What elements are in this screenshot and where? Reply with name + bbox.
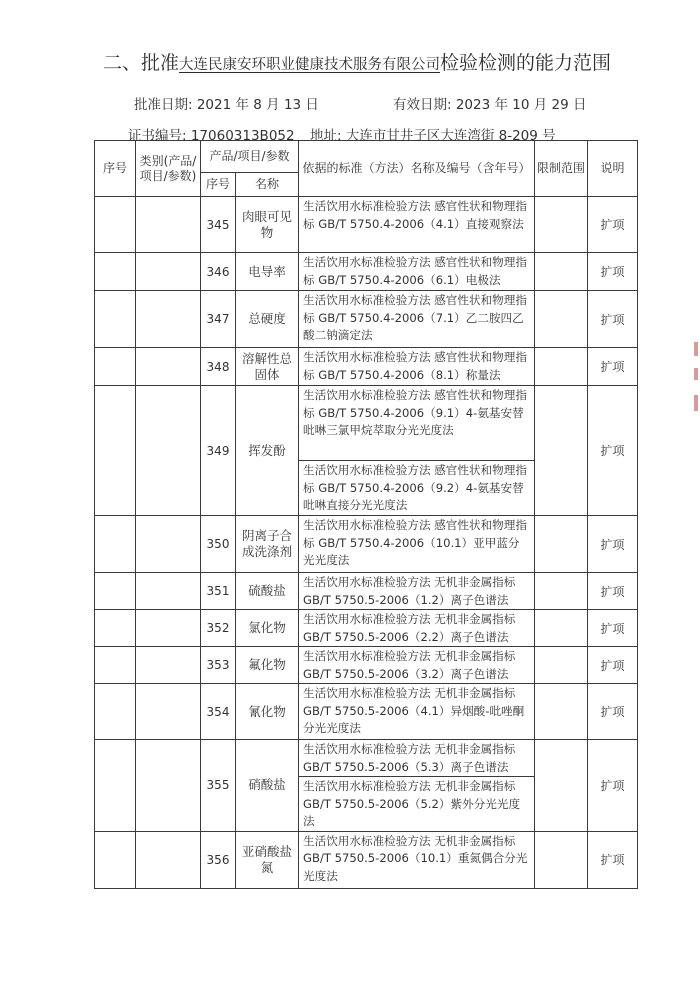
seq-cell [95, 647, 136, 684]
header-product-group: 产品/项目/参数 [201, 141, 299, 173]
item-note: 扩项 [588, 253, 638, 291]
item-name: 硝酸盐 [236, 740, 299, 832]
header-note: 说明 [588, 141, 638, 197]
standard-method: 生活饮用水标准检验方法 无机非金属指标 GB/T 5750.5-2006（4.1）异烟酸-吡唑酮分光光度法 [299, 684, 535, 740]
standard-method: 生活饮用水标准检验方法 感官性状和物理指标 GB/T 5750.4-2006（6.1）电极法 [299, 253, 535, 291]
table-row [95, 516, 638, 573]
item-note: 扩项 [588, 348, 638, 386]
limit-cell [535, 610, 588, 647]
item-note: 扩项 [588, 610, 638, 647]
seq-cell [95, 516, 136, 573]
valid-date: 有效日期: 2023 年 10 月 29 日 [393, 97, 587, 113]
standard-method: 生活饮用水标准检验方法 感官性状和物理指标 GB/T 5750.4-2006（4.1）直接观察法 [299, 197, 535, 253]
seq-cell [95, 831, 136, 888]
title-suffix: 检验检测的能力范围 [440, 52, 612, 74]
limit-cell [535, 740, 588, 832]
item-name: 挥发酚 [236, 386, 299, 516]
standard-method: 生活饮用水标准检验方法 感官性状和物理指标 GB/T 5750.4-2006（7.1）乙二胺四乙酸二钠滴定法 [299, 291, 535, 348]
standard-method: 生活饮用水标准检验方法 感官性状和物理指标 GB/T 5750.4-2006（9.1）4-氨基安替吡啉三氯甲烷萃取分光光度法 [299, 386, 535, 461]
table-row [95, 647, 638, 684]
standard-method: 生活饮用水标准检验方法 感官性状和物理指标 GB/T 5750.4-2006（9.2）4-氨基安替吡啉直接分光光度法 [299, 461, 535, 516]
item-number: 347 [201, 291, 236, 348]
edge-mark [694, 395, 698, 411]
title-prefix: 二、批准 [103, 52, 180, 74]
table-row [95, 684, 638, 740]
limit-cell [535, 647, 588, 684]
category-cell [136, 831, 201, 888]
standard-method: 生活饮用水标准检验方法 无机非金属指标 GB/T 5750.5-2006（5.3）离子色谱法 [299, 740, 535, 777]
seq-cell [95, 253, 136, 291]
item-number: 355 [201, 740, 236, 832]
edge-mark [694, 342, 698, 356]
edge-mark [694, 368, 698, 380]
table-row [95, 348, 638, 386]
item-number: 348 [201, 348, 236, 386]
item-name: 亚硝酸盐氮 [236, 831, 299, 888]
table-row [95, 253, 638, 291]
item-note: 扩项 [588, 573, 638, 610]
table-row [95, 291, 638, 348]
item-number: 351 [201, 573, 236, 610]
seq-cell [95, 573, 136, 610]
header-sub-name: 名称 [236, 173, 299, 197]
item-name: 肉眼可见物 [236, 197, 299, 253]
limit-cell [535, 386, 588, 516]
table-row [95, 197, 638, 253]
limit-cell [535, 291, 588, 348]
standard-method: 生活饮用水标准检验方法 无机非金属指标 GB/T 5750.5-2006（1.2）离子色谱法 [299, 573, 535, 610]
item-note: 扩项 [588, 684, 638, 740]
item-number: 350 [201, 516, 236, 573]
category-cell [136, 348, 201, 386]
item-note: 扩项 [588, 291, 638, 348]
standard-method: 生活饮用水标准检验方法 感官性状和物理指标 GB/T 5750.4-2006（10.1）亚甲蓝分光光度法 [299, 516, 535, 573]
header-standard: 依据的标准（方法）名称及编号（含年号） [299, 141, 535, 197]
category-cell [136, 740, 201, 832]
document-title [103, 48, 611, 75]
header-limit: 限制范围 [535, 141, 588, 197]
title-company: 大连民康安环职业健康技术服务有限公司 [179, 57, 441, 73]
category-cell [136, 647, 201, 684]
item-name: 氯化物 [236, 610, 299, 647]
item-name: 阴离子合成洗涤剂 [236, 516, 299, 573]
seq-cell [95, 291, 136, 348]
item-number: 345 [201, 197, 236, 253]
category-cell [136, 253, 201, 291]
item-note: 扩项 [588, 197, 638, 253]
item-note: 扩项 [588, 740, 638, 832]
item-number: 346 [201, 253, 236, 291]
item-name: 硫酸盐 [236, 573, 299, 610]
approval-date: 批准日期: 2021 年 8 月 13 日 [134, 97, 319, 113]
table-row [95, 740, 638, 777]
table-row [95, 573, 638, 610]
limit-cell [535, 253, 588, 291]
category-cell [136, 684, 201, 740]
item-number: 356 [201, 831, 236, 888]
table-row [95, 831, 638, 888]
standard-method: 生活饮用水标准检验方法 无机非金属指标 GB/T 5750.5-2006（3.2）离子色谱法 [299, 647, 535, 684]
limit-cell [535, 516, 588, 573]
item-name: 总硬度 [236, 291, 299, 348]
category-cell [136, 610, 201, 647]
category-cell [136, 197, 201, 253]
standard-method: 生活饮用水标准检验方法 无机非金属指标 GB/T 5750.5-2006（10.1）重氮偶合分光光度法 [299, 831, 535, 888]
seq-cell [95, 610, 136, 647]
cert-number: 证书编号: 17060313B052 [128, 128, 295, 144]
capability-table [94, 140, 638, 889]
item-number: 354 [201, 684, 236, 740]
item-name: 氟化物 [236, 647, 299, 684]
standard-method: 生活饮用水标准检验方法 无机非金属指标 GB/T 5750.5-2006（2.2）离子色谱法 [299, 610, 535, 647]
standard-method: 生活饮用水标准检验方法 感官性状和物理指标 GB/T 5750.4-2006（8.1）称量法 [299, 348, 535, 386]
table-row [95, 386, 638, 461]
category-cell [136, 573, 201, 610]
header-sub-seq: 序号 [201, 173, 236, 197]
item-number: 353 [201, 647, 236, 684]
item-note: 扩项 [588, 516, 638, 573]
seq-cell [95, 386, 136, 516]
limit-cell [535, 197, 588, 253]
header-seq: 序号 [95, 141, 136, 197]
seq-cell [95, 684, 136, 740]
item-note: 扩项 [588, 831, 638, 888]
limit-cell [535, 684, 588, 740]
item-note: 扩项 [588, 647, 638, 684]
limit-cell [535, 573, 588, 610]
item-note: 扩项 [588, 386, 638, 516]
item-name: 电导率 [236, 253, 299, 291]
seq-cell [95, 348, 136, 386]
category-cell [136, 291, 201, 348]
item-number: 349 [201, 386, 236, 516]
limit-cell [535, 348, 588, 386]
limit-cell [535, 831, 588, 888]
standard-method: 生活饮用水标准检验方法 无机非金属指标 GB/T 5750.5-2006（5.2）紫外分光光度法 [299, 777, 535, 832]
item-number: 352 [201, 610, 236, 647]
table-row [95, 610, 638, 647]
item-name: 氰化物 [236, 684, 299, 740]
seq-cell [95, 740, 136, 832]
address: 地址: 大连市甘井子区大连湾街 8-209 号 [310, 128, 556, 144]
header-category: 类别(产品/项目/参数) [136, 141, 201, 197]
item-name: 溶解性总固体 [236, 348, 299, 386]
seq-cell [95, 197, 136, 253]
category-cell [136, 386, 201, 516]
category-cell [136, 516, 201, 573]
